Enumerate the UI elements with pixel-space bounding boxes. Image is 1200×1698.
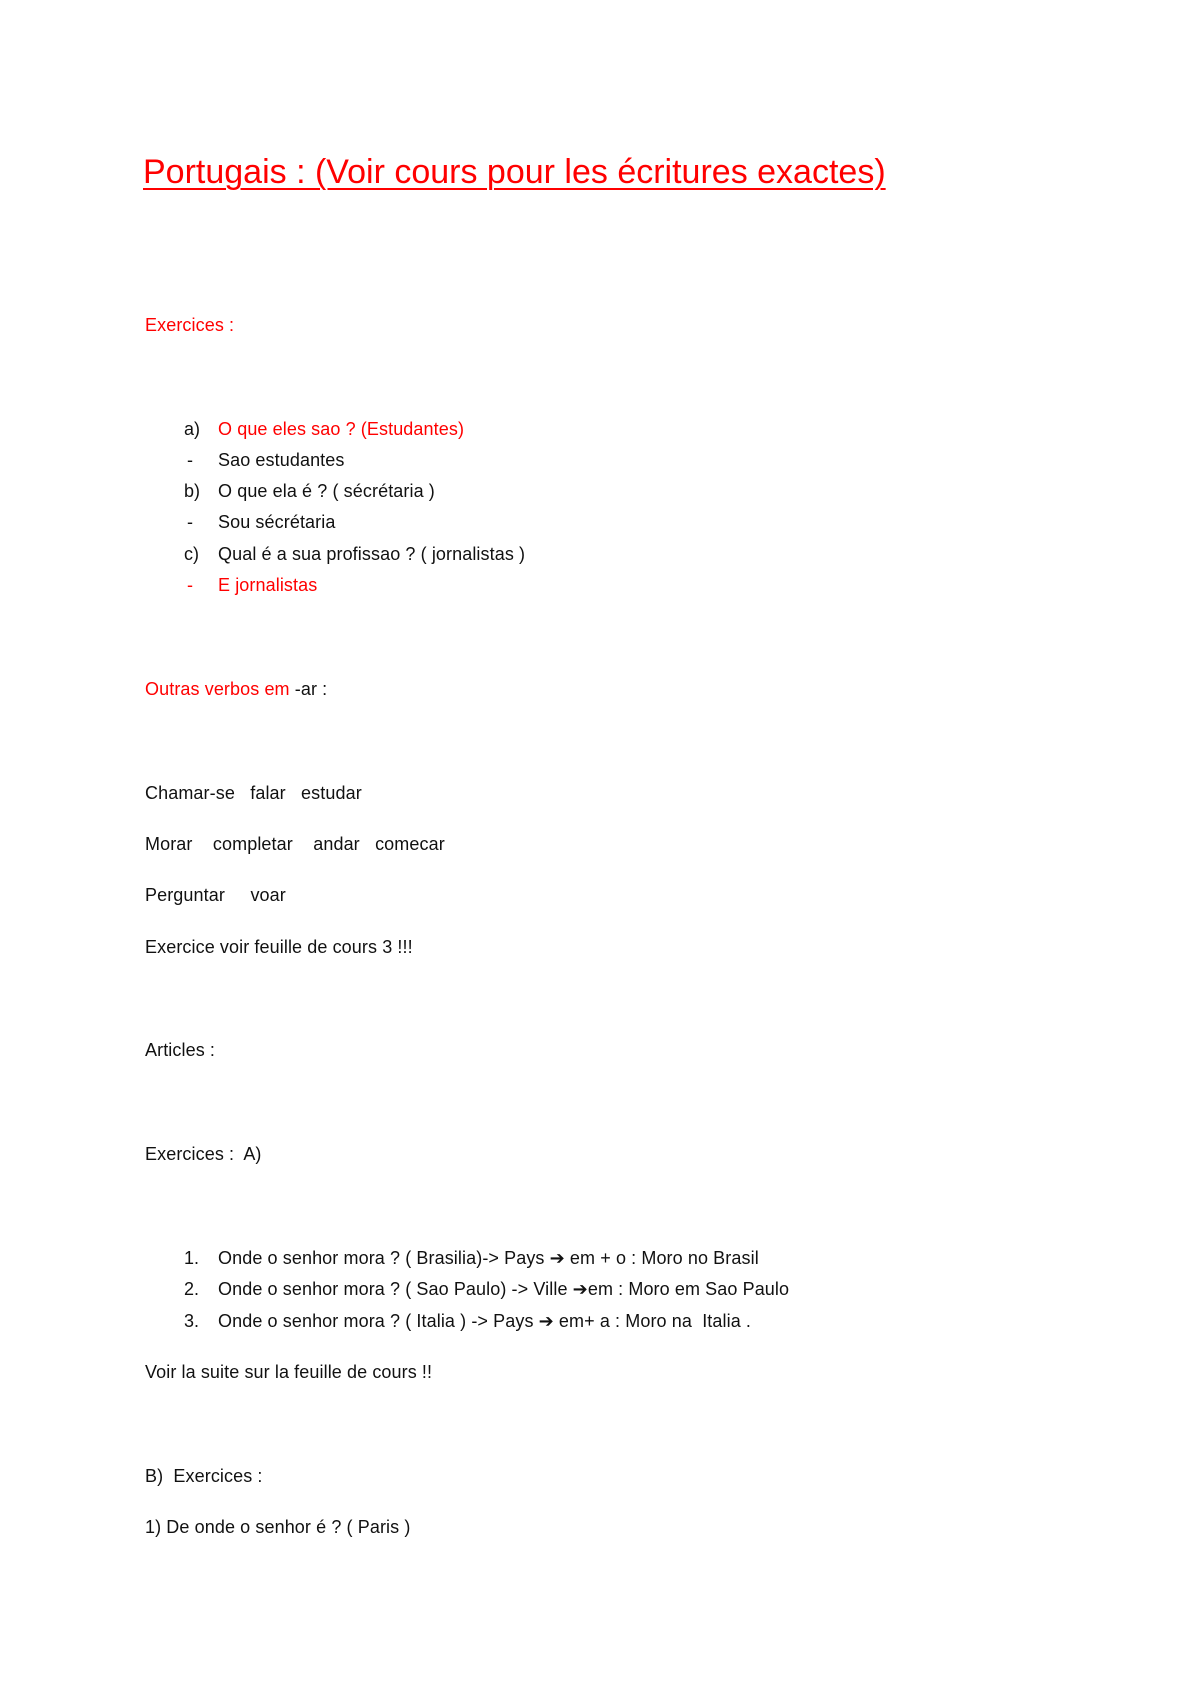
exercices-a-heading: Exercices : A) [145, 1144, 262, 1164]
verb-line: Morar completar andar comecar [145, 834, 445, 854]
articles-heading: Articles : [145, 1040, 216, 1060]
verb-line: Perguntar voar [145, 885, 286, 905]
verb-line: Chamar-se falar estudar [145, 783, 362, 803]
suite-note: Voir la suite sur la feuille de cours !! [145, 1362, 433, 1382]
list-marker: b) [184, 481, 201, 501]
list-item: E jornalistas [218, 575, 318, 595]
page-title: Portugais : (Voir cours pour les écritures exactes) [143, 153, 886, 191]
list-marker: - [187, 512, 193, 532]
verbs-heading-suffix: -ar : [294, 679, 328, 699]
list-item: Qual é a sua profissao ? ( jornalistas ) [218, 544, 526, 564]
list-marker: c) [184, 544, 199, 564]
exercice-note: Exercice voir feuille de cours 3 !!! [145, 937, 413, 957]
exercices-b-heading: B) Exercices : [145, 1466, 263, 1486]
list-marker: 3. [184, 1311, 200, 1331]
list-item: Onde o senhor mora ? ( Italia ) -> Pays ➔ em+ a : Moro na Italia . [218, 1311, 752, 1331]
list-item: Onde o senhor mora ? ( Sao Paulo) -> Ville ➔em : Moro em Sao Paulo [218, 1279, 790, 1299]
list-marker: 2. [184, 1279, 200, 1299]
list-item: O que ela é ? ( sécrétaria ) [218, 481, 435, 501]
question-b1: 1) De onde o senhor é ? ( Paris ) [145, 1517, 411, 1537]
list-marker: - [187, 575, 193, 595]
verbs-heading [145, 678, 327, 700]
exercices-heading: Exercices : [145, 315, 235, 335]
list-item: Sao estudantes [218, 450, 345, 470]
list-marker: a) [184, 419, 201, 439]
list-item: Sou sécrétaria [218, 512, 336, 532]
list-item: Onde o senhor mora ? ( Brasilia)-> Pays ➔ em + o : Moro no Brasil [218, 1248, 759, 1268]
list-item: O que eles sao ? (Estudantes) [218, 419, 465, 439]
list-marker: - [187, 450, 193, 470]
list-marker: 1. [184, 1248, 200, 1268]
verbs-heading-red: Outras verbos em [145, 679, 295, 699]
